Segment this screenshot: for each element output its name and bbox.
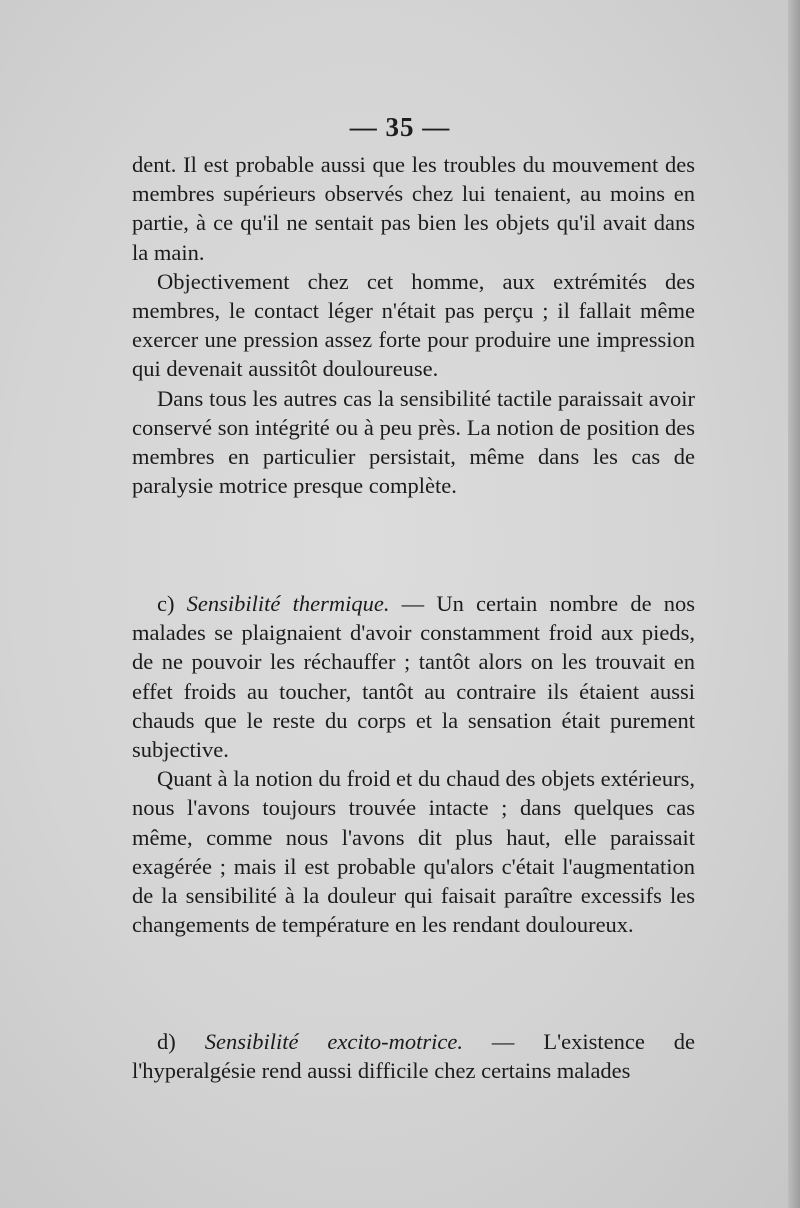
paragraph-thermique-intro xyxy=(132,589,695,764)
section-dash: — xyxy=(462,1029,544,1054)
paragraph-excito-text: L'existence de l'hyperalgésie rend aussi difficile chez certains malades xyxy=(132,1029,696,1084)
paragraph-dans-tous: Dans tous les autres cas la sensibilité tactile paraissait avoir conservé son intégrité ou à peu près. La notion de position des membres en particulier persistait, même dans les cas de paralysie motrice presque complète. xyxy=(132,385,695,499)
body-text-block-1 xyxy=(132,150,695,500)
paragraph-quant-a: Quant à la notion du froid et du chaud des objets extérieurs, nous l'avons toujours trouvée intacte ; dans quelques cas même, comme nous l'avons dit plus haut, elle paraissait exagérée ; mais il est probable qu'alors c'était l'augmentation de la sensibilité à la douleur qui faisait paraître excessifs les changements de température en les rendant douloureux. xyxy=(132,766,695,938)
paragraph-thermique-text: Un certain nombre de nos malades se plaignaient d'avoir constamment froid aux pieds, de ne pouvoir les réchauffer ; tantôt alors on les trouvait en effet froids au toucher, tantôt au contraire ils étaient aussi chauds que le reste du corps et la sensation était purement subjective. xyxy=(132,591,695,763)
page-number: — 35 — xyxy=(349,112,451,142)
section-title-thermique: Sensibilité thermique. xyxy=(186,591,390,616)
section-dash: — xyxy=(389,591,437,616)
paragraph-excito-intro xyxy=(132,1027,695,1085)
section-label-d: d) xyxy=(157,1029,176,1054)
paragraph-continuation: dent. Il est probable aussi que les troubles du mouvement des membres supérieurs observés chez lui tenaient, au moins en partie, à ce qu'il ne sentait pas bien les objets qu'il avait dans la main. xyxy=(132,152,695,265)
section-label-c: c) xyxy=(157,591,175,616)
section-sensibilite-excito-motrice xyxy=(132,1027,695,1085)
page-edge-shadow xyxy=(788,0,800,1208)
section-sensibilite-thermique xyxy=(132,589,695,939)
section-title-excito: Sensibilité excito-motrice. xyxy=(204,1029,463,1054)
paragraph-objectivement: Objectivement chez cet homme, aux extrémités des membres, le contact léger n'était pas perçu ; il fallait même exercer une pression assez forte pour produire une impression qui devenait aussitôt douloureuse. xyxy=(132,268,695,382)
